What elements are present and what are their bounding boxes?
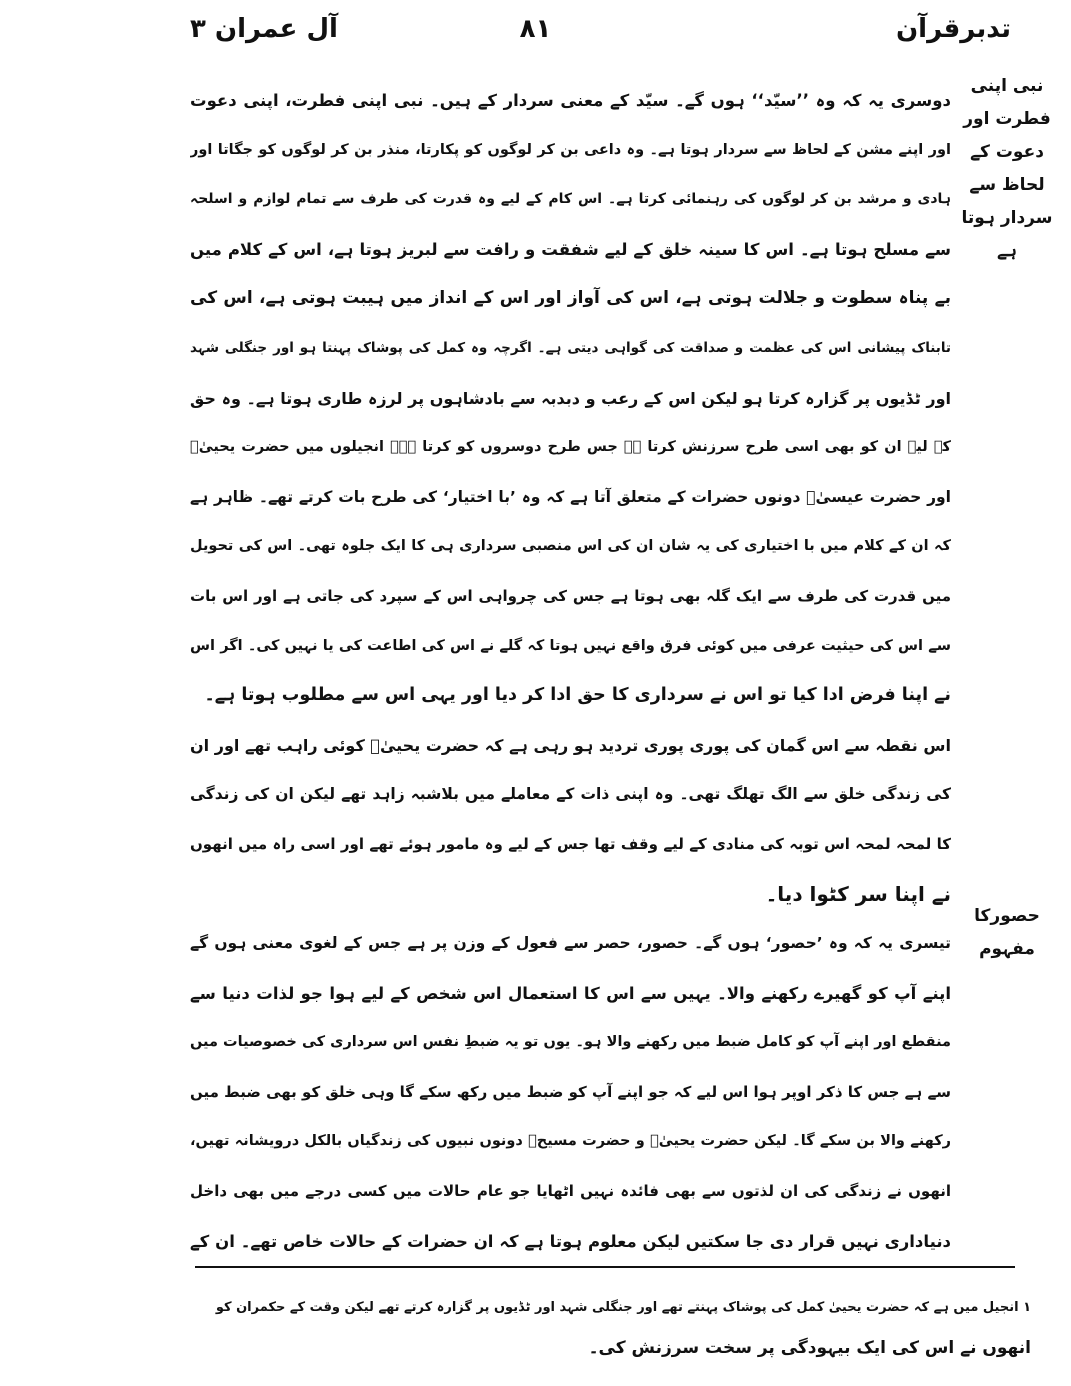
margin-note-hasur: حصورکا مفہوم bbox=[974, 906, 1040, 959]
text-line: بے پناہ سطوت و جلالت ہوتی ہے، اس کی آواز اور اس کے انداز میں ہیبت ہوتی ہے، اس کی bbox=[190, 288, 951, 309]
text-line: نے اپنا سر کٹوا دیا۔ bbox=[765, 881, 951, 906]
text-line: کی زندگی خلق سے الگ تھلگ تھی۔ وہ اپنی ذات کے معاملے میں بلاشبہ زاہد تھے لیکن ان کی زندگی bbox=[190, 785, 951, 804]
text-line: منقطع اور اپنے آپ کو کامل ضبط میں رکھنے والا ہو۔ یوں تو یہ ضبطِ نفس اس سرداری کی خصوصیات میں bbox=[190, 1034, 951, 1051]
text-line: کہ ان کے کلام میں با اختیاری کی یہ شان ان کی اس منصبی سرداری ہی کا ایک جلوہ تھی۔ اس کی تحویل bbox=[190, 538, 951, 555]
text-line: میں قدرت کی طرف سے ایک گلہ بھی ہوتا ہے جس کی چرواہی اس کے سپرد کی جاتی ہے اور اس بات bbox=[190, 586, 951, 605]
margin-note-sayyid: نبی اپنی فطرت اور دعوت کے لحاظ سے سردار ہوتا ہے bbox=[961, 76, 1053, 261]
text-line: اور اپنے مشن کے لحاظ سے سردار ہوتا ہے۔ وہ داعی بن کر لوگوں کو پکارتا، منذر بن کر لوگوں کو جگاتا اور bbox=[190, 141, 951, 158]
page-number: ۸۱ bbox=[519, 14, 552, 44]
text-line: دوسری یہ کہ وہ ’’سیّد‘‘ ہوں گے۔ سیّد کے معنی سردار کے ہیں۔ نبی اپنی فطرت، اپنی دعوت bbox=[190, 91, 951, 110]
text-line: تابناک پیشانی اس کی عظمت و صداقت کی گواہی دیتی ہے۔ اگرچہ وہ کمل کی پوشاک پہنتا ہو اور جنگلی شہد bbox=[190, 339, 951, 356]
text-line: تیسری یہ کہ وہ ’حصور‘ ہوں گے۔ حصور، حصر سے فعول کے وزن پر ہے جس کے لغوی معنی ہوں گے bbox=[190, 934, 951, 953]
text-line: رکھنے والا بن سکے گا۔ لیکن حضرت یحییٰؑ و حضرت مسیحؑ دونوں نبیوں کی زندگیاں بالکل درویشانہ تھیں، bbox=[190, 1133, 951, 1150]
footnote-divider bbox=[195, 1266, 1015, 1268]
text-line: سے اس کی حیثیت عرفی میں کوئی فرق واقع نہیں ہوتا کہ گلے نے اس کی اطاعت کی یا نہیں کی۔ اگر اس bbox=[190, 637, 951, 654]
page-header bbox=[60, 6, 1011, 56]
paragraph bbox=[190, 76, 951, 721]
text-line: کے لیے ان کو بھی اسی طرح سرزنش کرتا ہے جس طرح دوسروں کو کرتا ہے۔ انجیلوں میں حضرت یحییٰؑ bbox=[190, 439, 951, 456]
text-line: اور حضرت عیسیٰؑ دونوں حضرات کے متعلق آتا ہے کہ وہ ’با اختیار‘ کی طرح بات کرتے تھے۔ ظاہر ہے bbox=[190, 487, 951, 506]
paragraph bbox=[190, 919, 951, 1266]
text-line: اس نقطہ سے اس گمان کی پوری پوری تردید ہو رہی ہے کہ حضرت یحییٰؑ کوئی راہب تھے اور ان bbox=[190, 735, 951, 755]
footnote-line: انھوں نے اس کی ایک بیہودگی پر سخت سرزنش کی۔ bbox=[588, 1338, 1031, 1358]
body-text bbox=[190, 76, 951, 1266]
text-line: اپنے آپ کو گھیرے رکھنے والا۔ یہیں سے اس کا استعمال اس شخص کے لیے ہوا جو لذات دنیا سے bbox=[190, 983, 951, 1003]
text-line: اور ٹڈیوں پر گزارہ کرتا ہو لیکن اس کے رعب و دبدبہ سے بادشاہوں پر لرزہ طاری ہوتا ہے۔ وہ حق bbox=[190, 388, 951, 408]
text-line: کا لمحہ لمحہ اس توبہ کی منادی کے لیے وقف تھا جس کے لیے وہ مامور ہوئے تھے اور اسی راہ میں انھوں bbox=[190, 834, 951, 853]
book-title: تدبرقرآن bbox=[895, 14, 1011, 44]
footnote-line: ۱ انجیل میں ہے کہ حضرت یحییٰ کمل کی پوشاک پہنتے تھے اور جنگلی شہد اور ٹڈیوں پر گزارہ کرتے تھے لیکن وقت کے حکمران کو bbox=[215, 1300, 1031, 1315]
text-line: انھوں نے زندگی کی ان لذتوں سے بھی فائدہ نہیں اٹھایا جو عام حالات میں کسی درجے میں بھی داخل bbox=[190, 1182, 951, 1201]
surah-title: آل عمران ۳ bbox=[190, 14, 338, 44]
footnotes bbox=[190, 1288, 1031, 1368]
text-line: دنیاداری نہیں قرار دی جا سکتیں لیکن معلوم ہوتا ہے کہ ان حضرات کے حالات خاص تھے۔ ان کے bbox=[190, 1231, 951, 1251]
text-line: ہادی و مرشد بن کر لوگوں کی رہنمائی کرتا ہے۔ اس کام کے لیے وہ قدرت کی طرف سے تمام لوازم و اسلحہ bbox=[190, 191, 951, 208]
text-line: سے مسلح ہوتا ہے۔ اس کا سینہ خلق کے لیے شفقت و رافت سے لبریز ہوتا ہے، اس کے کلام میں bbox=[190, 239, 951, 259]
paragraph bbox=[190, 721, 951, 919]
text-line: سے ہے جس کا ذکر اوپر ہوا اس لیے کہ جو اپنے آپ کو ضبط میں رکھ سکے گا وہی خلق کو بھی ضبط میں bbox=[190, 1082, 951, 1101]
text-line: نے اپنا فرض ادا کیا تو اس نے سرداری کا حق ادا کر دیا اور یہی اس سے مطلوب ہوتا ہے۔ bbox=[204, 685, 951, 706]
